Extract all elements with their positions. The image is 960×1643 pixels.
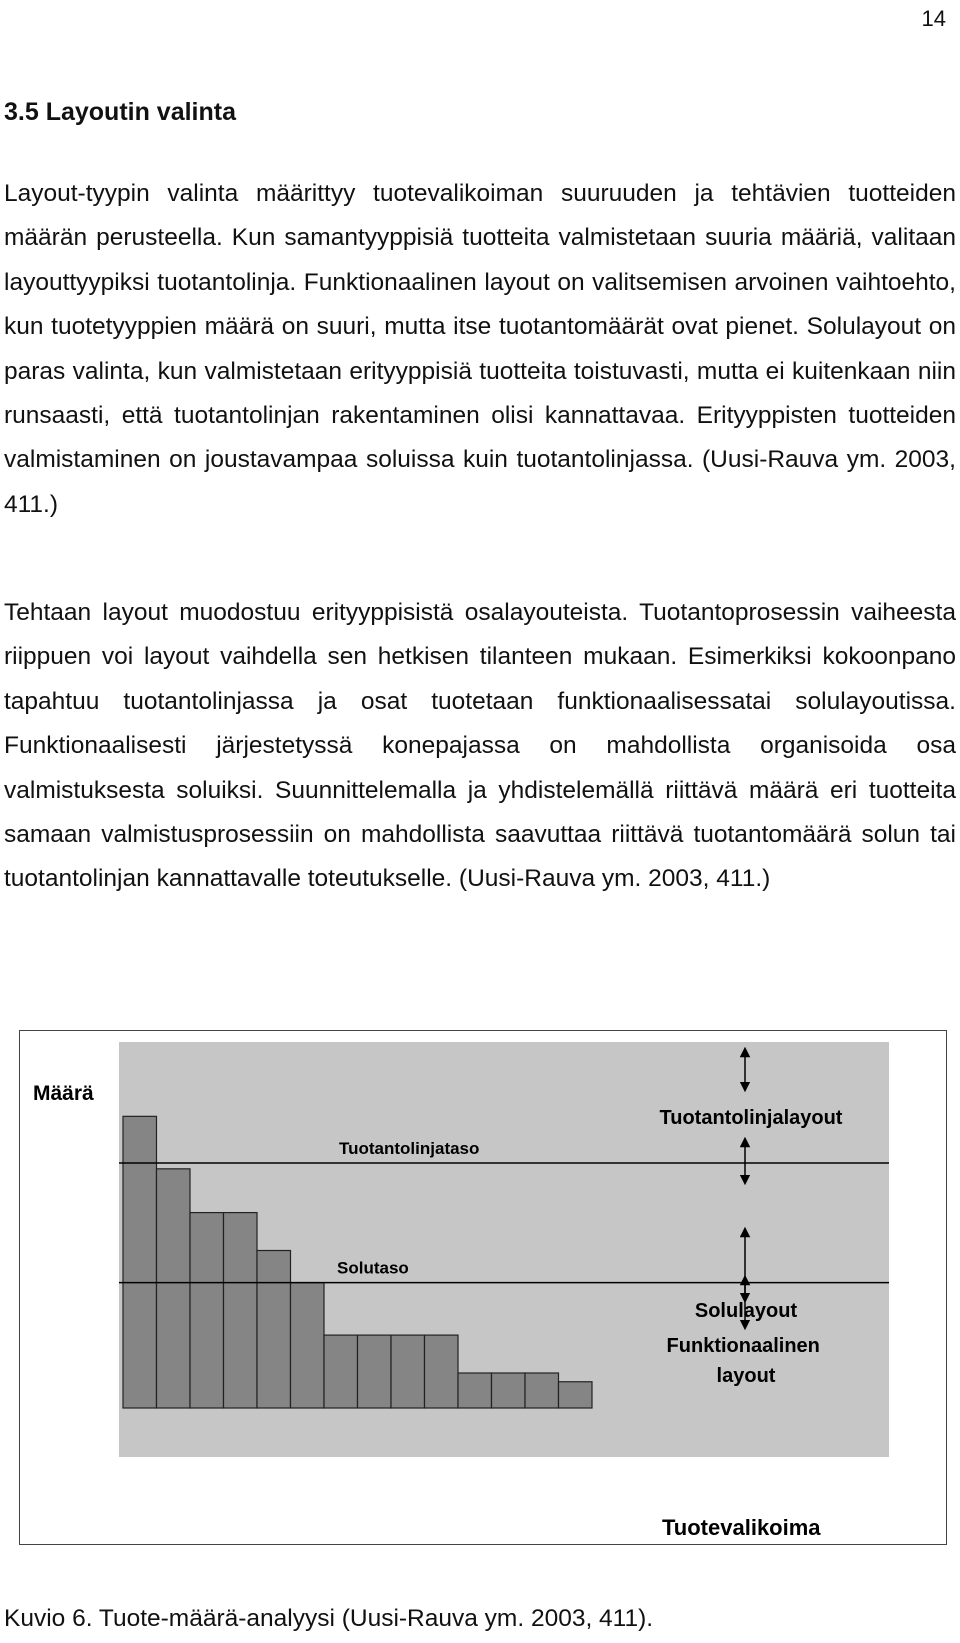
bar-12 [492, 1373, 526, 1408]
bar-10 [425, 1335, 459, 1408]
bar-2 [157, 1169, 191, 1408]
bar-11 [458, 1373, 492, 1408]
tuote-maara-chart [19, 1030, 947, 1545]
y-axis-label: Määrä [33, 1082, 94, 1105]
paragraph: Tehtaan layout muodostuu erityyppisistä osalayouteista. Tuotantoprosessin vaiheesta riippuen voi layout vaihdella sen hetkisen tilanteen mukaan. Esimerkiksi kokoonpano tapahtuu tuotantolinjassa ja osat tuotetaan funktionaalisessatai solulayoutissa. Funktionaalisesti järjestetyssä konepajassa on mahdollista organisoida osa valmistuksesta soluiksi. Suunnittelemalla ja yhdistelemällä riittävä määrä eri tuotteita samaan valmistusprosessiin on mahdollista saavuttaa riittävä tuotantomäärä solun tai tuotantolinjan kannattavalle toteutukselle. (Uusi-Rauva ym. 2003, 411.) [4, 599, 956, 893]
bar-6 [291, 1283, 325, 1408]
region-label-tuotantolinjalayout: Tuotantolinjalayout [659, 1107, 843, 1129]
section-heading: 3.5 Layoutin valinta [4, 98, 237, 126]
paragraph: Layout-tyypin valinta määrittyy tuotevalikoiman suuruuden ja tehtävien tuotteiden määrän perusteella. Kun samantyyppisiä tuotteita valmistetaan suuria määriä, valitaan layouttyypiksi tuotantolinja. Funktionaalinen layout on valitsemisen arvoinen vaihtoehto, kun tuotetyyppien määrä on suuri, mutta itse tuotantomäärät ovat pienet. Solulayout on paras valinta, kun valmistetaan erityyppisiä tuotteita toistuvasti, mutta ei kuitenkaan niin runsaasti, että tuotantolinjan rakentaminen olisi kannattavaa. Erityyppisten tuotteiden valmistaminen on joustavampaa soluissa kuin tuotantolinjassa. (Uusi-Rauva ym. 2003, 411.) [4, 180, 956, 518]
chart-svg [19, 1030, 947, 1545]
region-label-funktionaalinen-layout: Funktionaalinen layout [666, 1335, 820, 1387]
x-axis-label: Tuotevalikoima [662, 1515, 821, 1540]
bar-5 [257, 1251, 291, 1409]
bar-7 [324, 1335, 358, 1408]
threshold-label-solutaso: Solutaso [337, 1258, 409, 1278]
bar-14 [559, 1382, 593, 1408]
page-number: 14 [921, 6, 946, 31]
bar-1 [123, 1116, 157, 1408]
bar-3 [190, 1213, 224, 1408]
bar-13 [525, 1373, 559, 1408]
bar-8 [358, 1335, 392, 1408]
bar-4 [224, 1213, 258, 1408]
figure-caption: Kuvio 6. Tuote-määrä-analyysi (Uusi-Rauva ym. 2003, 411). [4, 1605, 654, 1632]
region-label-solulayout: Solulayout [694, 1300, 798, 1322]
bar-9 [391, 1335, 425, 1408]
threshold-label-tuotantolinjataso: Tuotantolinjataso [339, 1139, 480, 1158]
